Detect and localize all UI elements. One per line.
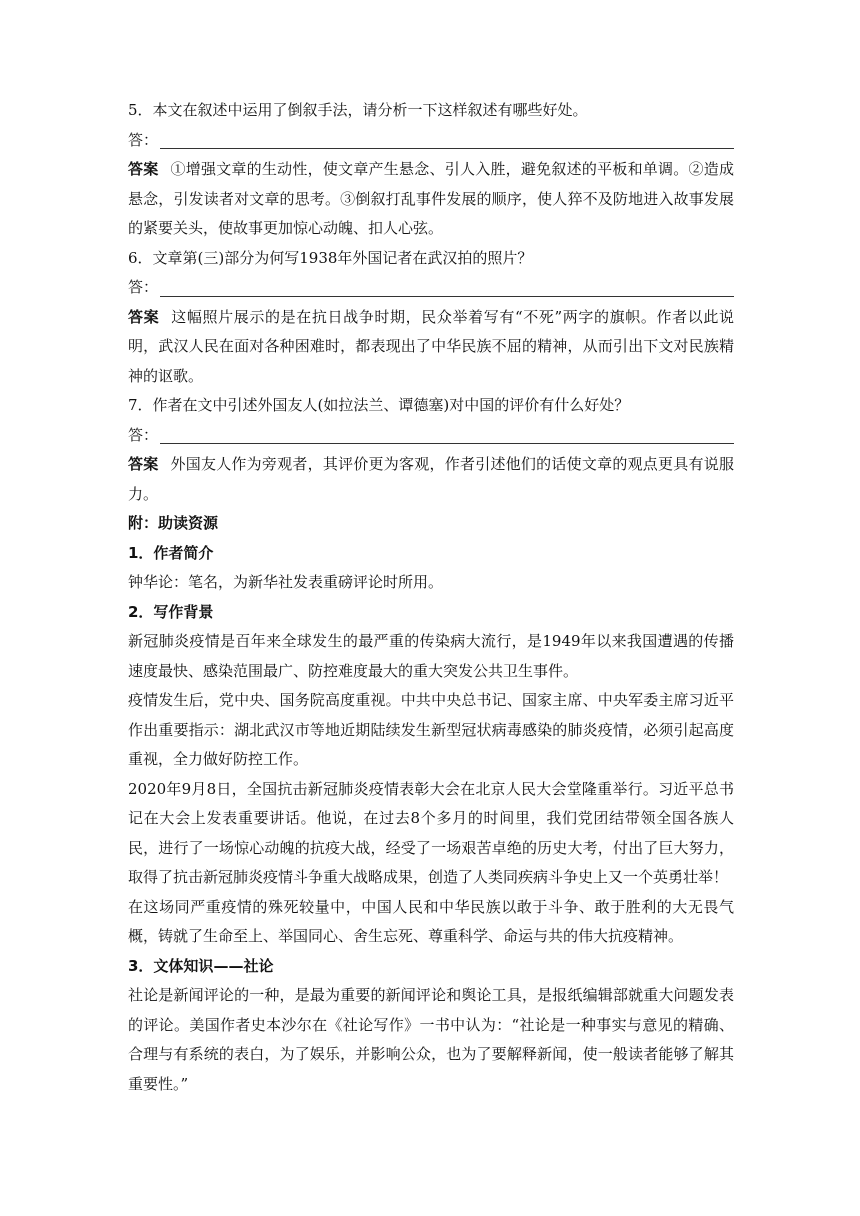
author-text: 钟华论：笔名，为新华社发表重磅评论时所用。 [128, 573, 444, 591]
background-heading: 2．写作背景 [128, 602, 214, 621]
genre-heading: 3．文体知识——社论 [128, 956, 274, 975]
question-7: 7．作者在文中引述外国友人(如拉法兰、谭德塞)对中国的评价有什么好处？ [128, 396, 630, 414]
answer-blank[interactable] [160, 425, 734, 444]
background-paragraph-1: 新冠肺炎疫情是百年来全球发生的最严重的传染病大流行，是1949年以来我国遭遇的传播速度最快、感染范围最广、防控难度最大的重大突发公共卫生事件。 [128, 632, 734, 680]
answer-prompt: 答： [128, 278, 159, 296]
question-5: 5．本文在叙述中运用了倒叙手法，请分析一下这样叙述有哪些好处。 [128, 101, 588, 119]
answer-text: ①增强文章的生动性，使文章产生悬念、引人入胜，避免叙述的平板和单调。②造成悬念，引发读者对文章的思考。③倒叙打乱事件发展的顺序，使人猝不及防地进入故事发展的紧要关头，使故事更加惊心动魄、扣人心弦。 [128, 160, 734, 237]
background-paragraph-2: 疫情发生后，党中央、国务院高度重视。中共中央总书记、国家主席、中央军委主席习近平作出重要指示：湖北武汉市等地近期陆续发生新型冠状病毒感染的肺炎疫情，必须引起高度重视，全力做好防控工作。 [128, 691, 734, 768]
answer-5 [128, 155, 734, 244]
answer-label: 答案 [128, 455, 159, 473]
answer-blank[interactable] [160, 278, 734, 297]
question-6: 6．文章第(三)部分为何写1938年外国记者在武汉拍的照片？ [128, 248, 533, 267]
author-heading: 1．作者简介 [128, 543, 214, 562]
answer-6 [128, 303, 734, 392]
answer-line-5[interactable] [128, 126, 734, 156]
answer-prompt: 答： [128, 425, 159, 444]
background-paragraph-4: 在这场同严重疫情的殊死较量中，中国人民和中华民族以敢于斗争、敢于胜利的大无畏气概，铸就了生命至上、举国同心、舍生忘死、尊重科学、命运与共的伟大抗疫精神。 [128, 897, 734, 945]
genre-text: 社论是新闻评论的一种，是最为重要的新闻评论和舆论工具，是报纸编辑部就重大问题发表的评论。美国作者史本沙尔在《社论写作》一书中认为：“社论是一种事实与意见的精确、合理与有系统的表白，为了娱乐，并影响公众，也为了要解释新闻，使一般读者能够了解其重要性。” [128, 986, 734, 1093]
answer-label: 答案 [128, 160, 159, 178]
document-page [128, 96, 734, 1099]
answer-label: 答案 [128, 307, 160, 326]
answer-prompt: 答： [128, 130, 159, 149]
answer-text: 这幅照片展示的是在抗日战争时期，民众举着写有“不死”两字的旗帜。作者以此说明，武汉人民在面对各种困难时，都表现出了中华民族不屈的精神，从而引出下文对民族精神的讴歌。 [128, 307, 734, 385]
answer-text: 外国友人作为旁观者，其评价更为客观，作者引述他们的话使文章的观点更具有说服力。 [128, 455, 734, 503]
answer-blank[interactable] [160, 130, 734, 149]
background-paragraph-3: 2020年9月8日，全国抗击新冠肺炎疫情表彰大会在北京人民大会堂隆重举行。习近平总书记在大会上发表重要讲话。他说，在过去8个多月的时间里，我们党团结带领全国各族人民，进行了一场惊心动魄的抗疫大战，经受了一场艰苦卓绝的历史大考，付出了巨大努力，取得了抗击新冠肺炎疫情斗争重大战略成果，创造了人类同疾病斗争史上又一个英勇壮举！ [128, 779, 734, 886]
answer-7 [128, 450, 734, 509]
answer-line-7[interactable] [128, 421, 734, 451]
appendix-title: 附：助读资源 [128, 514, 219, 532]
answer-line-6[interactable] [128, 273, 734, 303]
